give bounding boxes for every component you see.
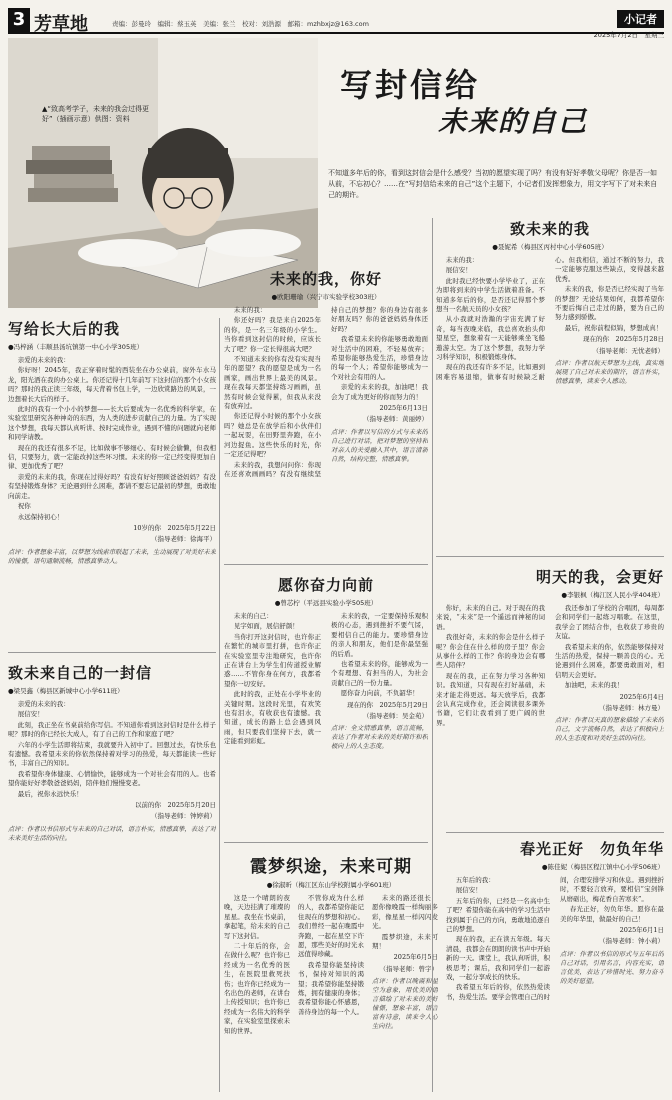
paragraph: 亲爱的未来的我，你现在过得好吗？有没有好好照顾爸爸妈妈？有没有坚持锻炼身体？无论遇到什么困难，都请不要忘记最初的梦想，勇敢地向前走。 — [8, 472, 216, 500]
article-body — [446, 876, 664, 1088]
paragraph: 从小我就对浩瀚的宇宙充满了好奇，每当夜晚来临，我总喜欢抬头仰望星空，想象着有一天能够乘坐飞船遨游太空。为了这个梦想，我努力学习科学知识，积极锻炼身体。 — [436, 315, 545, 362]
paragraph: 你好，未来的自己。对于现在的我来说，“未来”是一个遥远而神秘的词语。 — [436, 604, 545, 631]
paragraph: 愿你奋力向前，不负韶华！ — [340, 689, 419, 698]
paragraph: 未来的我，我想问问你：你现在还喜欢画画吗？有没有继续坚持自己的梦想？你的身边有很多好朋友吗？你的爸爸妈妈身体还好吗？ — [224, 306, 428, 478]
article-body — [8, 700, 216, 1080]
editor-note: 点评：作者以书信形式与未来的自己对话，语言朴实，情感真挚，表达了对未来美好生活的向往。 — [8, 825, 216, 842]
paragraph: 现在的我还有许多不足，比如遇到困难容易退缩，做事有时候缺乏耐心。但我相信，通过不断的努力，我一定能够克服这些缺点，变得越来越优秀。 — [436, 256, 664, 381]
tutor: （指导老师：曾宇） — [379, 964, 438, 973]
article-better-tomorrow — [436, 566, 664, 828]
tutor: （指导老师：吴金苑） — [363, 712, 428, 721]
paragraph: 亲爱的未来的我： — [17, 356, 70, 364]
article-to-future-me — [436, 218, 664, 542]
editor-note: 点评：作者以天真的想象描绘了未来的自己，文字流畅自然，表达了积极向上的人生态度和对美好生活的向往。 — [555, 717, 664, 743]
paragraph: 此时的我有一个小小的梦想——长大后要成为一名优秀的科学家，在实验室里研究各种神奇的东西，为人类的进步贡献自己的力量。为了实现这个梦想，我每天都认真听讲、按时完成作业，遇到不懂的问题就向老师和同学请教。 — [8, 405, 216, 442]
signature: 现在的你 2025年5月28日 — [583, 335, 664, 344]
article-byline: ●聂妮希（梅县区丙村中心小学605班） — [492, 243, 608, 251]
article-title: 春光正好 勿负年华 — [519, 840, 664, 858]
paragraph: 未来的自己： — [233, 612, 273, 620]
paragraph: 此时的我，正处在小学毕业的关键时期。这段时光里，有欢笑也有泪水，有收获也有遗憾。我知道，成长的路上总会遇到风雨，但只要我们坚持下去，就一定能看到彩虹。 — [224, 690, 321, 746]
article-byline: ●曾芯柠（平远县实验小学505班） — [274, 599, 378, 607]
paragraph: 我希望未来的你能够勇敢地面对生活中的困难，不轻易放弃；希望你能够热爱生活，珍惜身边的每一个人；希望你能够成为一个对社会有用的人。 — [331, 335, 428, 381]
article-body — [436, 256, 664, 538]
paragraph: 此刻，我正坐在书桌前给你写信。不知道你看到这封信时是什么样子呢？那时的你已经长大成人，有了自己的工作和家庭了吧？ — [8, 720, 216, 739]
paragraph: 这是一个晴朗的夜晚，天边挂满了璀璨的星星。我坐在书桌前，拿起笔，给未来的自己写下这封信。 — [224, 894, 290, 940]
paragraph: 亲爱的未来的我，加油吧！我会为了成为更好的你而努力的！ — [331, 383, 428, 401]
paragraph: 展信安！ — [455, 886, 482, 895]
paragraph: 未来的路还很长，愿你像晚霞一样绚丽多彩，像星星一样闪闪发光。 — [372, 894, 438, 931]
article-title: 愿你奋力向前 — [277, 576, 374, 594]
page-number: 3 — [8, 8, 30, 32]
feature-lead: 不知道多年后的你，看到这封信会是什么感受？当初的愿望实现了吗？有没有好好孝敬父母呢？你是否一如从前，不忘初心？……在“写封信给未来的自己”这个主题下，小记者们发挥想象力，用文字写下了对未来自己的期许。 — [328, 169, 658, 199]
paragraph: 我希望你能坚持读书，保持对知识的渴望；我希望你能坚持锻炼，拥有健康的身体；我希望你能心怀感恩，善待身边的每一个人。 — [298, 960, 364, 1016]
editor-note: 点评：作者想象丰富，以梦想为线索串联起了未来，生动展现了对美好未来的憧憬，语句通顺流畅，情感真挚动人。 — [8, 548, 216, 565]
signature: 2025年6月5日 — [393, 953, 438, 962]
column-divider — [219, 318, 220, 1092]
paragraph: 我很好奇，未来的你会是什么样子呢？你会住在什么样的房子里？你会从事什么样的工作？你的身边会有哪些人陪伴？ — [436, 633, 545, 670]
signature: 2025年6月13日 — [379, 404, 428, 413]
paragraph: 见字如面，展信舒颜！ — [233, 622, 299, 631]
paragraph: 二十年后的你，会在做什么呢？也许你已经成为一名优秀的医生，在医院里救死扶伤；也许你已经成为一名出色的老师，在讲台上传授知识；也许你已经成为一名伟大的科学家，在实验室里探索未知的世界。 — [224, 942, 290, 1035]
paragraph: 五年后的我： — [455, 876, 495, 884]
paragraph: 不知道未来的你有没有实现当年的愿望？我的愿望是成为一名画家，画出世界上最美的风景。现在我每天都坚持练习画画，虽然有时候会觉得累，但我从来没有放弃过。 — [224, 355, 321, 411]
article-byline: ●梁昊鑫（梅县区新城中心小学611班） — [8, 687, 124, 695]
editor-note: 点评：作者以晚霞和星空为意象，用优美的语言描绘了对未来的美好憧憬，想象丰富，语言富有诗意，读来令人心生向往。 — [372, 978, 438, 1031]
paragraph: 我希望未来的你，依然能够保持对生活的热爱，保持一颗善良的心。无论遇到什么困难，都要勇敢面对，相信明天会更好。 — [555, 642, 664, 679]
section-divider — [446, 832, 664, 833]
article-byline: ●陈佳妮（梅县区程江镇中心小学506班） — [541, 863, 664, 871]
paragraph: 现在的我还有很多不足，比如做事不够细心、有时候会偷懒，但我相信，只要努力，就一定能改掉这些坏习惯。未来的你一定已经变得更加自律、更加优秀了吧？ — [8, 443, 216, 471]
section-name: 芳草地 — [34, 14, 88, 35]
article-title: 明天的我，会更好 — [535, 568, 664, 586]
paragraph: 加油吧，未来的我！ — [564, 681, 624, 690]
paragraph: 六年的小学生活即将结束，我就要升入初中了。回想过去，有快乐也有遗憾。我希望未来的你依然保持着对学习的热爱，每天都能读一些好书，丰富自己的知识。 — [8, 740, 216, 768]
tutor: （指导老师：林方曼） — [599, 704, 664, 713]
paragraph: 当你打开这封信时，也许你正在繁忙的城市里打拼，也许你正在实验室里专注地研究，也许你正在讲台上为学生们传道授业解惑……不管你身在何方，我都希望你一切安好。 — [224, 632, 321, 688]
paragraph: 我还参加了学校的合唱团，每周都会和同学们一起练习唱歌。在这里，我学会了团结合作，也收获了珍贵的友谊。 — [555, 604, 664, 641]
tutor: （指导老师：钟小莉） — [599, 937, 664, 946]
feature-title-line2: 未来的自己 — [438, 105, 589, 138]
section-divider — [224, 842, 428, 843]
paragraph: 此时我已经快要小学毕业了，正在为即将到来的中学生活做着准备。不知道多年后的你，是否还记得那个梦想当一名航天员的小女孩？ — [436, 276, 545, 314]
signature: 现在的你 2025年5月29日 — [347, 700, 428, 709]
article-body — [436, 604, 664, 824]
editor-note: 点评：全文情感真挚，语言流畅，表达了作者对未来的美好期许和积极向上的人生态度。 — [331, 725, 428, 751]
tutor: （指导老师：徐海平） — [151, 535, 216, 544]
column-divider — [432, 218, 433, 1092]
article-byline: ●欧阳珊瑜（兴宁市实验学校303班） — [271, 293, 381, 301]
paragraph: 未来的我： — [445, 256, 479, 264]
paragraph: 不管你成为什么样的人，我都希望你能记住现在的梦想和初心。我们曾经一起在晚霞中奔跑，一起在星空下许愿，那些美好的时光永远值得珍藏。 — [298, 894, 364, 959]
paragraph: 永远保持初心！ — [17, 512, 64, 521]
paragraph: 最后，祝你永远快乐！ — [17, 789, 83, 798]
article-body — [224, 306, 428, 546]
section-divider — [8, 652, 216, 653]
paragraph: 五年后的你，已经是一名高中生了吧？希望你能在高中的学习生活中找到属于自己的方向，勇敢地追逐自己的梦想。 — [446, 896, 550, 934]
paragraph: 你还记得小时候的那个小女孩吗？她总是在放学后和小伙伴们一起玩耍，在田野里奔跑，在小河边捉鱼。这些快乐的时光，你一定还记得吧？ — [224, 412, 321, 459]
photo-caption: ▲“致高考学子，未来的我会过得更好”（插画示意）供图：资料 — [42, 105, 150, 123]
paragraph: 霞梦织途，未来可期！ — [372, 932, 438, 951]
section-divider — [436, 556, 664, 557]
editor-note: 点评：作者以书信的形式与五年后的自己对话，引用名言，内容充实，语言优美，表达了珍惜时光、努力奋斗的美好愿望。 — [560, 950, 664, 985]
article-body — [224, 894, 438, 1090]
editor-note: 点评：作者以写信的方式与未来的自己进行对话，把对梦想的坚持和对亲人的关爱融入其中，语言清新自然，结构完整，情感真挚。 — [331, 428, 428, 463]
signature: 以前的你 2025年5月20日 — [135, 801, 216, 810]
article-letter-to-future — [8, 662, 216, 1092]
column-title: 小记者 — [617, 10, 664, 28]
section-divider — [224, 564, 428, 565]
article-byline: ●冯梓涵（丰顺县汤坑镇第一中心小学305班） — [8, 343, 144, 351]
article-title: 致未来的我 — [509, 220, 590, 238]
signature: 2025年6月1日 — [619, 926, 664, 935]
article-strive-forward — [224, 574, 428, 830]
paragraph: 展信安！ — [445, 266, 472, 275]
paragraph: 你还好吗？我是来自2025年的你，是一名三年级的小学生。当你看到这封信的时候，应该长大了吧？你一定长得很高大吧？ — [224, 316, 321, 353]
paragraph: 我希望你身体健康、心情愉快，能够成为一个对社会有用的人。也希望你能好好孝敬爸爸妈妈，陪伴他们慢慢变老。 — [8, 769, 216, 788]
article-grow-up — [8, 318, 216, 638]
article-body — [8, 356, 216, 626]
paragraph: 未来的我，一定要保持乐观积极的心态，遇到挫折不要气馁，要相信自己的能力。要珍惜身边的亲人和朋友，他们是你最坚强的后盾。 — [331, 612, 428, 658]
signature: 10岁的你 2025年5月22日 — [133, 523, 216, 532]
article-byline: ●李银枫（梅江区人民小学404班） — [561, 591, 664, 599]
article-title: 致未来自己的一封信 — [8, 664, 153, 682]
paragraph: 你好呀！2045年，我正穿着时髦的西装坐在办公桌前，窗外车水马龙，阳光洒在我的办公桌上。你还记得十几年前写下这封信的那个小女孩吗？那时的我正读三年级，每天背着书包上学，一边欣赏路边的风景，一边想着长大后的样子。 — [8, 366, 216, 403]
paragraph: 现在的我，正在读五年级。每天清晨，我都会在朗朗的读书声中开始新的一天。课堂上，我认真听讲，积极思考；课后，我和同学们一起游戏，一起分享成长的快乐。 — [446, 935, 550, 982]
paragraph: 也希望未来的你，能够成为一个有理想、有担当的人，为社会贡献自己的一份力量。 — [331, 660, 428, 687]
paragraph: 我希望五年后的你，依然热爱读书，热爱生活。要学会管理自己的时间，合理安排学习和休息。遇到挫折时，不要轻言放弃，要相信“宝剑锋从磨砺出，梅花香自苦寒来”。 — [446, 876, 664, 1001]
article-body — [224, 612, 428, 826]
signature: 2025年6月4日 — [619, 692, 664, 701]
paragraph: 亲爱的未来的我： — [17, 700, 70, 708]
header-right — [594, 8, 664, 39]
paragraph: 春光正好，勿负年华。愿你在最美的年华里，做最好的自己！ — [560, 905, 664, 923]
tutor: （指导老师：无忧老师） — [592, 346, 664, 355]
editor-note: 点评：作者以航天梦想为主线，真实地展现了自己对未来的期许，语言朴实，情感真挚，读来令人感动。 — [555, 360, 664, 386]
issue-date: 2025年7月2日 星期三 — [593, 31, 664, 39]
article-title: 未来的我，你好 — [269, 270, 382, 288]
paragraph: 展信安！ — [17, 710, 44, 719]
article-spring-youth — [446, 838, 664, 1092]
article-hello-future — [224, 268, 428, 550]
paragraph: 未来的我，你是否已经实现了当年的梦想？无论结果如何，我都希望你不要后悔自己走过的路，要为自己的努力感到骄傲。 — [555, 285, 664, 322]
paragraph: 现在的我，正在努力学习各种知识。我知道，只有现在打好基础，未来才能走得更远。每天放学后，我都会认真完成作业，还会阅读很多课外书籍，它们让我看到了更广阔的世界。 — [436, 671, 545, 727]
page-header — [8, 8, 664, 39]
editor-credits: 责编：彭曼玲 编辑：蔡玉英 美编：张兰 校对：刘浩源 邮箱：mzhbxjz@163.com — [112, 20, 369, 28]
feature-title-line1: 写封信给 — [340, 66, 481, 104]
paragraph: 最后，祝你前程似锦，梦想成真！ — [564, 323, 663, 332]
article-title: 霞梦织途，未来可期 — [250, 857, 412, 877]
article-dream-path — [224, 852, 438, 1092]
paragraph: 祝你 — [17, 502, 31, 511]
tutor: （指导老师：黄丽婷） — [363, 415, 428, 424]
article-byline: ●徐淑昕（梅江区东山学校附属小学601班） — [266, 881, 396, 889]
article-title: 写给长大后的我 — [8, 320, 121, 338]
tutor: （指导老师：钟婷莉） — [151, 812, 216, 821]
paragraph: 未来的我： — [233, 306, 267, 314]
